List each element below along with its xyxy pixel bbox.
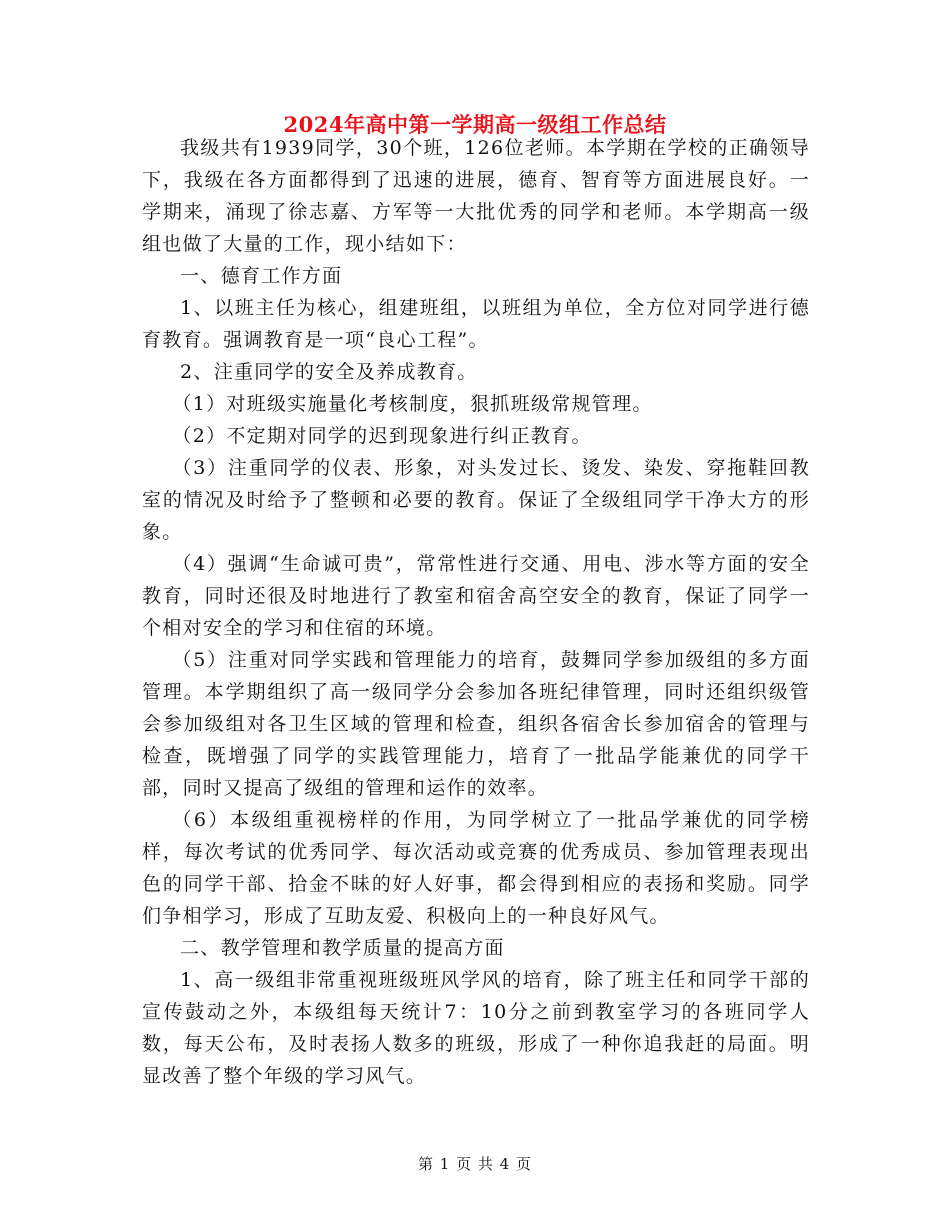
paragraph-intro: 我级共有1939同学，30个班，126位老师。本学期在学校的正确领导下，我级在各方面都得到了迅速的进展，德育、智育等方面进展良好。一学期来，涌现了徐志嘉、方军等一大批优秀的同学和老师。本学期高一级组也做了大量的工作，现小结如下： bbox=[142, 137, 810, 255]
paragraph-item-2: 2、注重同学的安全及养成教育。 bbox=[180, 361, 478, 383]
paragraph-subitem-5: （5）注重对同学实践和管理能力的培育，鼓舞同学参加级组的多方面管理。本学期组织了高一级同学分会参加各班纪律管理，同时还组织级管会参加级组对各卫生区域的管理和检查，组织各宿舍长参加宿舍的管理与检查，既增强了同学的实践管理能力，培育了一批品学能兼优的同学干部，同时又提高了级组的管理和运作的效率。 bbox=[142, 649, 810, 799]
paragraph-subitem-4: （4）强调“生命诚可贵”，常常性进行交通、用电、涉水等方面的安全教育，同时还很及时地进行了教室和宿舍高空安全的教育，保证了同学一个相对安全的学习和住宿的环境。 bbox=[142, 553, 810, 639]
paragraph-teaching-item-1: 1、高一级组非常重视班级班风学风的培育，除了班主任和同学干部的宣传鼓动之外，本级组每天统计7：10分之前到教室学习的各班同学人数，每天公布，及时表扬人数多的班级，形成了一种你追我赶的局面。明显改善了整个年级的学习风气。 bbox=[142, 969, 810, 1087]
paragraph-subitem-1: （1）对班级实施量化考核制度，狠抓班级常规管理。 bbox=[172, 393, 653, 415]
paragraph-item-1: 1、以班主任为核心，组建班组，以班组为单位，全方位对同学进行德育教育。强调教育是一项“良心工程”。 bbox=[142, 297, 810, 351]
section-heading-moral-education: 一、德育工作方面 bbox=[180, 265, 343, 287]
paragraph-subitem-2: （2）不定期对同学的迟到现象进行纠正教育。 bbox=[172, 425, 592, 447]
document-body bbox=[142, 132, 810, 1092]
paragraph-subitem-3: （3）注重同学的仪表、形象，对头发过长、烫发、染发、穿拖鞋回教室的情况及时给予了整顿和必要的教育。保证了全级组同学干净大方的形象。 bbox=[142, 457, 810, 543]
document-title: 2024年高中第一学期高一级组工作总结 bbox=[283, 112, 667, 137]
section-heading-teaching-management: 二、教学管理和教学质量的提高方面 bbox=[180, 937, 505, 959]
paragraph-subitem-6: （6）本级组重视榜样的作用，为同学树立了一批品学兼优的同学榜样，每次考试的优秀同学、每次活动或竞赛的优秀成员、参加管理表现出色的同学干部、拾金不昧的好人好事，都会得到相应的表扬和奖励。同学们争相学习，形成了互助友爱、积极向上的一种良好风气。 bbox=[142, 809, 810, 927]
page-footer: 第 1 页 共 4 页 bbox=[418, 1155, 532, 1173]
